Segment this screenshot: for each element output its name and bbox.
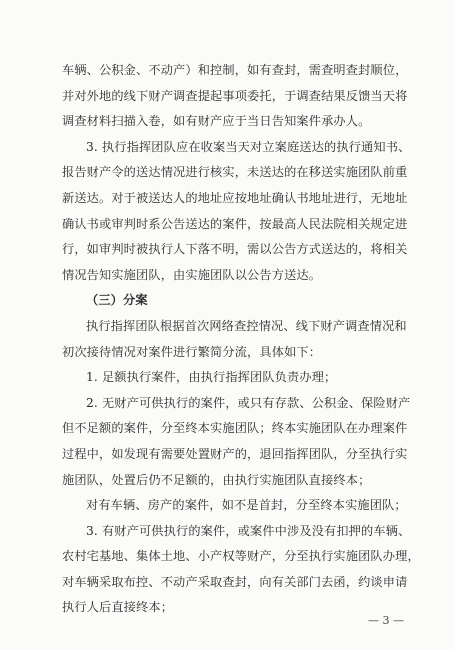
page-number: — 3 —: [368, 614, 404, 627]
text-line: 执行人后直接终本；: [62, 600, 174, 615]
text-line: 并对外地的线下财产调查提起事项委托，于调查结果反馈当天将: [62, 88, 408, 103]
text-line: 对车辆采取布控、不动产采取查封，向有关部门去函，约谈申请: [62, 574, 408, 589]
text-line: 3. 有财产可供执行的案件，或案件中涉及没有扣押的车辆、: [86, 523, 411, 538]
text-line: 车辆、公积金、不动产）和控制，如有查封，需查明查封顺位，: [62, 63, 408, 77]
text-line: 初次接待情况对案件进行繁简分流，具体如下：: [62, 344, 322, 359]
text-line: 3. 执行指挥团队应在收案当天对立案庭送达的执行通知书、: [86, 139, 411, 154]
text-line: 确认书或审判时系公告送达的案件，按最高人民法院相关规定进: [62, 216, 408, 231]
text-line: 2. 无财产可供执行的案件，或只有存款、公积金、保险财产: [86, 395, 411, 410]
text-line: 调查材料扫描入卷，如有财产应于当日告知案件承办人。: [62, 114, 371, 129]
text-line: 报告财产令的送达情况进行核实，未送达的在移送实施团队前重: [62, 165, 408, 180]
text-line: 执行指挥团队根据首次网络查控情况、线下财产调查情况和: [86, 318, 407, 333]
text-line: 1. 足额执行案件，由执行指挥团队负责办理；: [86, 370, 337, 385]
text-line: 对有车辆、房产的案件，如不是首封，分至终本实施团队；: [86, 498, 407, 513]
text-line: 情况告知实施团队，由实施团队以公告方送达。: [62, 267, 322, 282]
text-line: 施团队，处置后仍不足额的，由执行实施团队直接终本；: [62, 472, 371, 487]
text-line: 新送达。对于被送达人的地址应按地址确认书地址进行，无地址: [62, 190, 408, 205]
section-heading: （三）分案: [86, 293, 148, 308]
document-body: [62, 58, 420, 621]
text-line: 农村宅基地、集体土地、小产权等财产，分至执行实施团队办理，: [62, 549, 420, 564]
text-line: 但不足额的案件，分至终本实施团队；终本实施团队在办理案件: [62, 421, 408, 436]
text-line: 行，如审判时被执行人下落不明，需以公告方式送达的，将相关: [62, 242, 408, 257]
text-line: 过程中，如发现有需要处置财产的，退回指挥团队，分至执行实: [62, 446, 408, 461]
